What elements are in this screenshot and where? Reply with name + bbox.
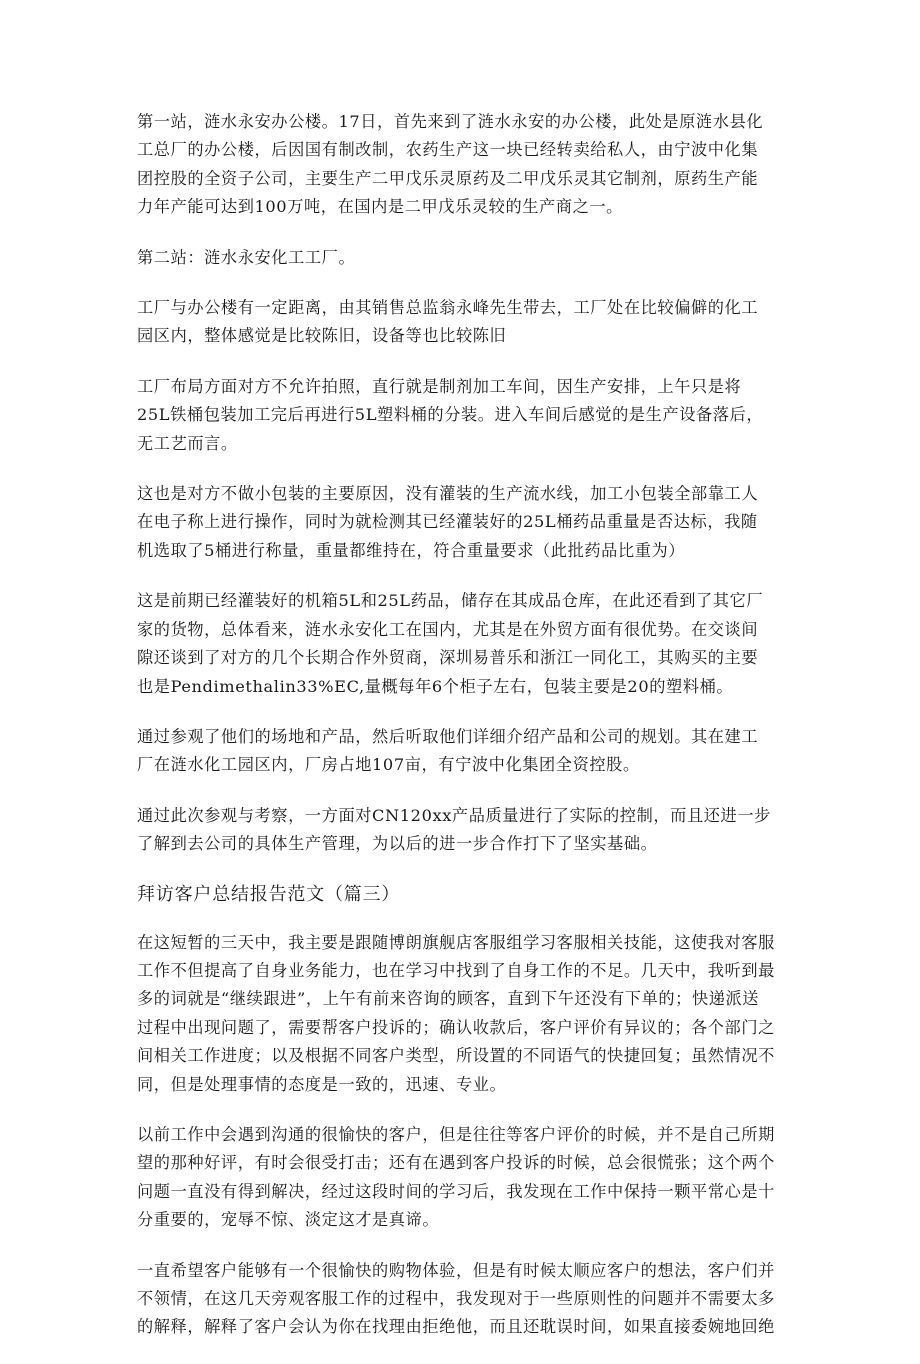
paragraph-visit-factory-title: 第二站：涟水永安化工工厂。: [137, 247, 356, 267]
paragraph-warehouse: 这是前期已经灌装好的机箱5L和25L药品，储存在其成品仓库，在此还看到了其它厂 家的货物，总体看来，涟水永安化工在国内，尤其是在外贸方面有很优势。在交谈间 隙还谈到了对方的几个长期合作外贸商，深圳易普乐和浙江一同化工，其购买的主要 也是Pendimethalin33%EC,量概每年6个柜子左右，包装主要是20的塑料桶。: [137, 591, 764, 696]
paragraph-shopping-experience: 一直希望客户能够有一个很愉快的购物体验，但是有时候太顺应客户的想法，客户们并 不领情，在这几天旁观客服工作的过程中，我发现对于一些原则性的问题并不需要太多 的解释，解释了客户会认为你在找理由拒绝他，而且还耽误时间，如果直接委婉地回绝: [137, 1260, 775, 1337]
document-body: [137, 108, 785, 1364]
paragraph-visit-office: 第一站，涟水永安办公楼。17日，首先来到了涟水永安的办公楼，此处是原涟水县化 工总厂的办公楼，后因国有制改制，农药生产这一块已经转卖给私人，由宁波中化集 团控股的全资子公司，主要生产二甲戊乐灵原药及二甲戊乐灵其它制剂，原药生产能 力年产能可达到100万吨，在国内是二甲戊乐灵较的生产商之一。: [137, 112, 764, 217]
paragraph-packaging: 这也是对方不做小包装的主要原因，没有灌装的生产流水线，加工小包装全部靠工人 在电子称上进行操作，同时为就检测其已经灌装好的25L桶药品重量是否达标，我随 机选取了5桶进行称量，重量都维持在，符合重量要求（此批药品比重为）: [137, 484, 759, 560]
paragraph-factory-layout: 工厂布局方面对方不允许拍照，直行就是制剂加工车间，因生产安排，上午只是将 25L铁桶包装加工完后再进行5L塑料桶的分装。进入车间后感觉的是生产设备落后， 无工艺而言。: [137, 376, 764, 453]
paragraph-conclusion: 通过此次参观与考察，一方面对CN120xx产品质量进行了实际的控制，而且还进一步 了解到去公司的具体生产管理，为以后的进一步合作打下了坚实基础。: [137, 805, 771, 854]
section-heading: 拜访客户总结报告范文（篇三）: [137, 883, 401, 905]
paragraph-customer-feedback: 以前工作中会遇到沟通的很愉快的客户，但是往往等客户评价的时候，并不是自己所期 望的那种好评，有时会很受打击；还有在遇到客户投诉的时候，总会很慌张；这个两个 问题一直没有得到解决，经过这段时间的学习后，我发现在工作中保持一颗平常心是十 分重要的，宠辱不惊、淡定这才是真谛。: [137, 1124, 775, 1230]
paragraph-customer-service-intro: 在这短暂的三天中，我主要是跟随博朗旗舰店客服组学习客服相关技能，这使我对客服 工作不但提高了自身业务能力，也在学习中找到了自身工作的不足。几天中，我听到最 多的词就是“继续跟进”，上午有前来咨询的顾客，直到下午还没有下单的；快递派送 过程中出现问题了，需要帮客户投诉的；确认收款后，客户评价有异议的；各个部门之 间相关工作进度；以及根据不同客户类型，所设置的不同语气的快捷回复；虽然情况不 同，但是处理事情的态度是一致的，迅速、专业。: [137, 932, 775, 1094]
paragraph-factory-location: 工厂与办公楼有一定距离，由其销售总监翁永峰先生带去，工厂处在比较偏僻的化工 园区内，整体感觉是比较陈旧，设备等也比较陈旧: [137, 298, 759, 346]
paragraph-company-plan: 通过参观了他们的场地和产品，然后听取他们详细介绍产品和公司的规划。其在建工 厂在涟水化工园区内，厂房占地107亩，有宁波中化集团全资控股。: [137, 726, 759, 775]
